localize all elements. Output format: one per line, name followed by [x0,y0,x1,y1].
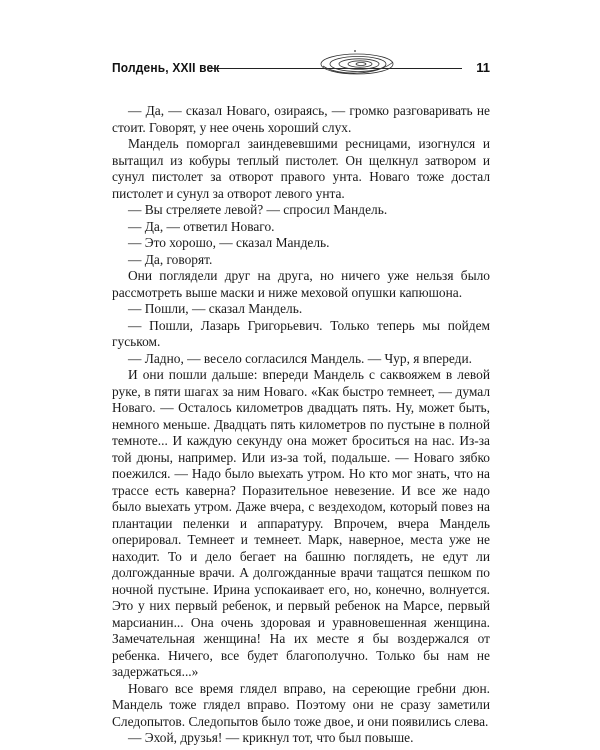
paragraph: — Да, — ответил Новаго. [128,218,275,234]
running-title: Полдень, XXII век [112,60,220,75]
swirl-ornament-icon [317,48,397,78]
body-text [112,103,490,747]
paragraph: — Пошли, Лазарь Григорьевич. Только теперь мы пойдем гуськом. [112,317,490,349]
paragraph: — Пошли, — сказал Мандель. [128,301,303,316]
paragraph: — Ладно, — весело согласился Мандель. — Чур, я впереди. [128,350,472,366]
paragraph: И они пошли дальше: впереди Мандель с саквояжем в левой руке, в пяти шагах за ним Новаго. «Как быстро темнеет, — думал Новаго. — Осталось километров двадцать пять. Ну, может быть, немного меньше. Двадцать пять километров по пустыне в полной темноте... И каждую секунду она может броситься на нас. Из-за той дюны, например. Или из-за той, подальше. — Новаго зябко поежился. — Надо было выехать утром. Но кто мог знать, что на трассе есть каверна? Поразительное невезение. И все же надо было выехать утром. Даже вчера, с вездеходом, который повез на плантации пеленки и аппаратуру. Впрочем, вчера Мандель оперировал. Темнеет и темнеет. Марк, наверное, места уже не находит. То и дело бегает на башню поглядеть, не едут ли долгожданные врачи. А долгожданные врачи тащатся пешком по ночной пустыне. Ирина успокаивает его, но, конечно, волнуется. Это у них первый ребенок, и первый ребенок на Марсе, первый марсианин... Она очень здоровая и уравновешенная женщина. Замечательная женщина! На их месте я бы воздержался от ребенка. Ничего, все будет благополучно. Только бы нам не задержаться...» [112,367,490,679]
paragraph: — Да, говорят. [128,251,213,267]
paragraph: — Это хорошо, — сказал Мандель. [128,235,330,250]
paragraph: — Эхой, друзья! — крикнул тот, что был повыше. [128,730,414,745]
paragraph: Новаго все время глядел вправо, на сереющие гребни дюн. Мандель тоже глядел вправо. Поэтому они не сразу заметили Следопытов. Следопытов было тоже двое, и они появились слева. [112,680,490,729]
paragraph: Они поглядели друг на друга, но ничего уже нельзя было рассмотреть выше маски и ниже меховой опушки капюшона. [112,268,490,300]
running-header [112,56,490,84]
paragraph: Мандель поморгал заиндевевшими ресницами, изогнулся и вытащил из кобуры теплый пистолет. Он щелкнул затвором и сунул пистолет за отворот правого унта. Новаго тоже достал пистолет и сунул за отворот левого унта. [112,136,490,201]
page-number: 11 [476,60,490,75]
paragraph: — Да, — сказал Новаго, озираясь, — громко разговаривать не стоит. Говорят, у нее очень хороший слух. [112,103,490,135]
paragraph: — Вы стреляете левой? — спросил Мандель. [128,202,388,217]
